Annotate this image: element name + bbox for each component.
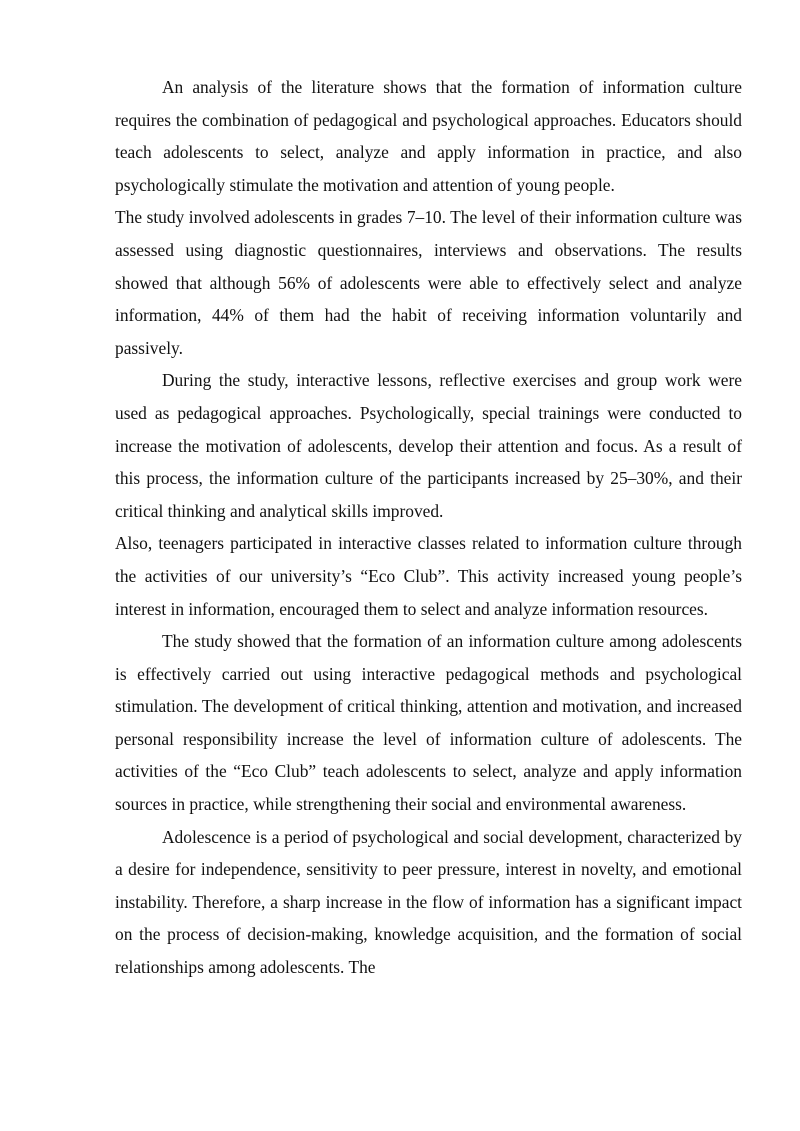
paragraph-study-participants: The study involved adolescents in grades 7–10. The level of their information culture was assessed using diagnostic questionnaires, interviews and observations. The results showed that although 56% of adolescents were able to effectively select and analyze information, 44% of them had the habit of receiving information voluntarily and passively. — [115, 207, 742, 358]
paragraph-eco-club: Also, teenagers participated in interactive classes related to information culture through the activities of our university’s “Eco Club”. This activity increased young people’s interest in information, encouraged them to select and analyze information resources. — [115, 533, 742, 619]
paragraph-adolescence-period: Adolescence is a period of psychological and social development, characterized by a desire for independence, sensitivity to peer pressure, interest in novelty, and emotional instability. Therefore, a sharp increase in the flow of information has a significant impact on the process of decision-making, knowledge acquisition, and the formation of social relationships among adolescents. The — [115, 826, 742, 978]
paragraph-pedagogical-approaches: During the study, interactive lessons, reflective exercises and group work were used as pedagogical approaches. Psychologically, special trainings were conducted to increase the motivation of adolescents, develop their attention and focus. As a result of this process, the information culture of the participants increased by 25–30%, and their critical thinking and analytical skills improved. — [115, 370, 742, 521]
paragraph-literature-analysis: An analysis of the literature shows that the formation of information culture requires the combination of pedagogical and psychological approaches. Educators should teach adolescents to select, analyze and apply information in practice, and also psychologically stimulate the motivation and attention of young people. — [115, 77, 742, 195]
document-page — [115, 71, 742, 984]
paragraph-study-conclusion: The study showed that the formation of an information culture among adolescents is effectively carried out using interactive pedagogical methods and psychological stimulation. The development of critical thinking, attention and motivation, and increased personal responsibility increase the level of information culture of adolescents. The activities of the “Eco Club” teach adolescents to select, analyze and apply information sources in practice, while strengthening their social and environmental awareness. — [115, 631, 742, 815]
